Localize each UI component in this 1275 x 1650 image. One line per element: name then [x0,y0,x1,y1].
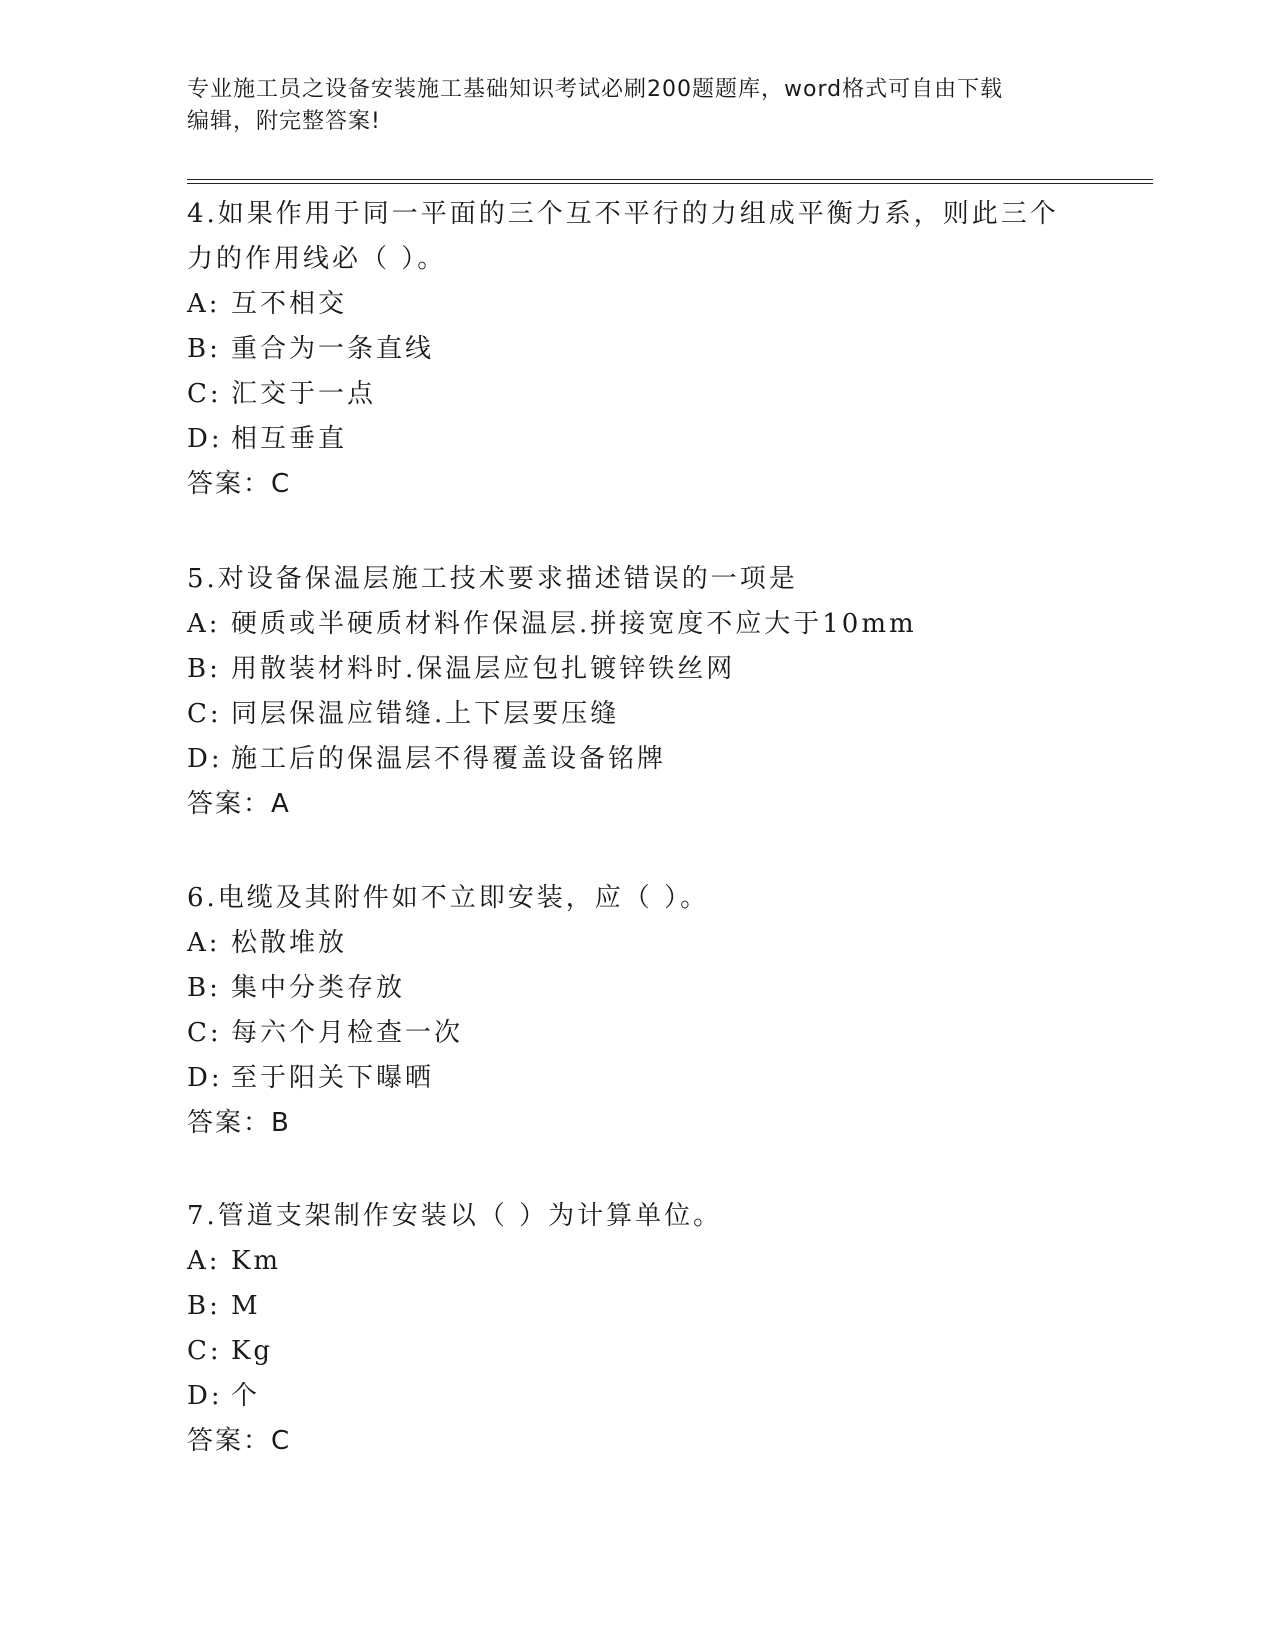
option-text: M [231,1291,261,1321]
option-text: 用散装材料时.保温层应包扎镀锌铁丝网 [231,654,736,684]
option-a [187,282,1087,327]
option-d [187,1374,1087,1419]
question-stem-line-2: 力的作用线必（ ）。 [187,244,447,274]
option-c [187,1011,1087,1056]
question-stem [187,876,1087,921]
option-letter: D: [187,744,223,774]
option-text: 至于阳关下曝晒 [231,1063,435,1093]
option-letter: B: [187,334,221,364]
option-b [187,966,1087,1011]
option-letter: D: [187,424,223,454]
option-c [187,692,1087,737]
option-b [187,647,1087,692]
question-4 [187,192,1087,507]
option-letter: B: [187,654,221,684]
question-5 [187,557,1087,827]
header-title-line-2: 编辑，附完整答案! [187,109,381,134]
question-stem-line-1: 7.管道支架制作安装以（ ）为计算单位。 [187,1201,723,1231]
option-b [187,1284,1087,1329]
answer-line: 答案：B [187,1108,291,1138]
document-header [187,74,1087,138]
option-text: 集中分类存放 [231,973,406,1003]
question-stem-line-1: 4.如果作用于同一平面的三个互不平行的力组成平衡力系，则此三个 [187,199,1059,229]
question-7 [187,1194,1087,1464]
question-stem-line-1: 5.对设备保温层施工技术要求描述错误的一项是 [187,564,798,594]
option-text: 松散堆放 [231,928,348,958]
option-letter: C: [187,699,222,729]
answer-line: 答案：C [187,469,292,499]
option-letter: A: [187,289,221,319]
question-stem-line-1: 6.电缆及其附件如不立即安装，应（ ）。 [187,883,710,913]
option-text: 施工后的保温层不得覆盖设备铭牌 [231,744,667,774]
answer-line: 答案：C [187,1426,292,1456]
option-letter: A: [187,1246,221,1276]
option-letter: A: [187,609,221,639]
option-d [187,1056,1087,1101]
option-b [187,327,1087,372]
header-title-line-1: 专业施工员之设备安装施工基础知识考试必刷200题题库，word格式可自由下载 [187,77,1004,102]
option-letter: D: [187,1063,223,1093]
option-text: 硬质或半硬质材料作保温层.拼接宽度不应大于10mm [231,609,917,639]
option-c [187,372,1087,417]
option-d [187,737,1087,782]
option-letter: B: [187,973,221,1003]
option-a [187,1239,1087,1284]
answer-line: 答案：A [187,789,291,819]
header-divider-bottom [187,183,1153,184]
option-letter: A: [187,928,221,958]
option-text: 同层保温应错缝.上下层要压缝 [231,699,620,729]
option-text: 每六个月检查一次 [231,1018,464,1048]
option-d [187,417,1087,462]
question-stem [187,557,1087,602]
option-text: Km [231,1246,282,1276]
option-a [187,602,1087,647]
option-text: 重合为一条直线 [231,334,435,364]
option-text: 汇交于一点 [231,379,377,409]
option-text: 互不相交 [231,289,348,319]
header-divider-top [187,179,1153,180]
question-stem [187,192,1087,282]
question-6 [187,876,1087,1146]
option-letter: C: [187,1336,222,1366]
option-a [187,921,1087,966]
question-stem [187,1194,1087,1239]
option-text: 相互垂直 [231,424,348,454]
option-letter: B: [187,1291,221,1321]
option-letter: C: [187,1018,222,1048]
option-letter: C: [187,379,222,409]
option-c [187,1329,1087,1374]
option-text: Kg [231,1336,274,1366]
option-text: 个 [231,1381,261,1411]
option-letter: D: [187,1381,223,1411]
